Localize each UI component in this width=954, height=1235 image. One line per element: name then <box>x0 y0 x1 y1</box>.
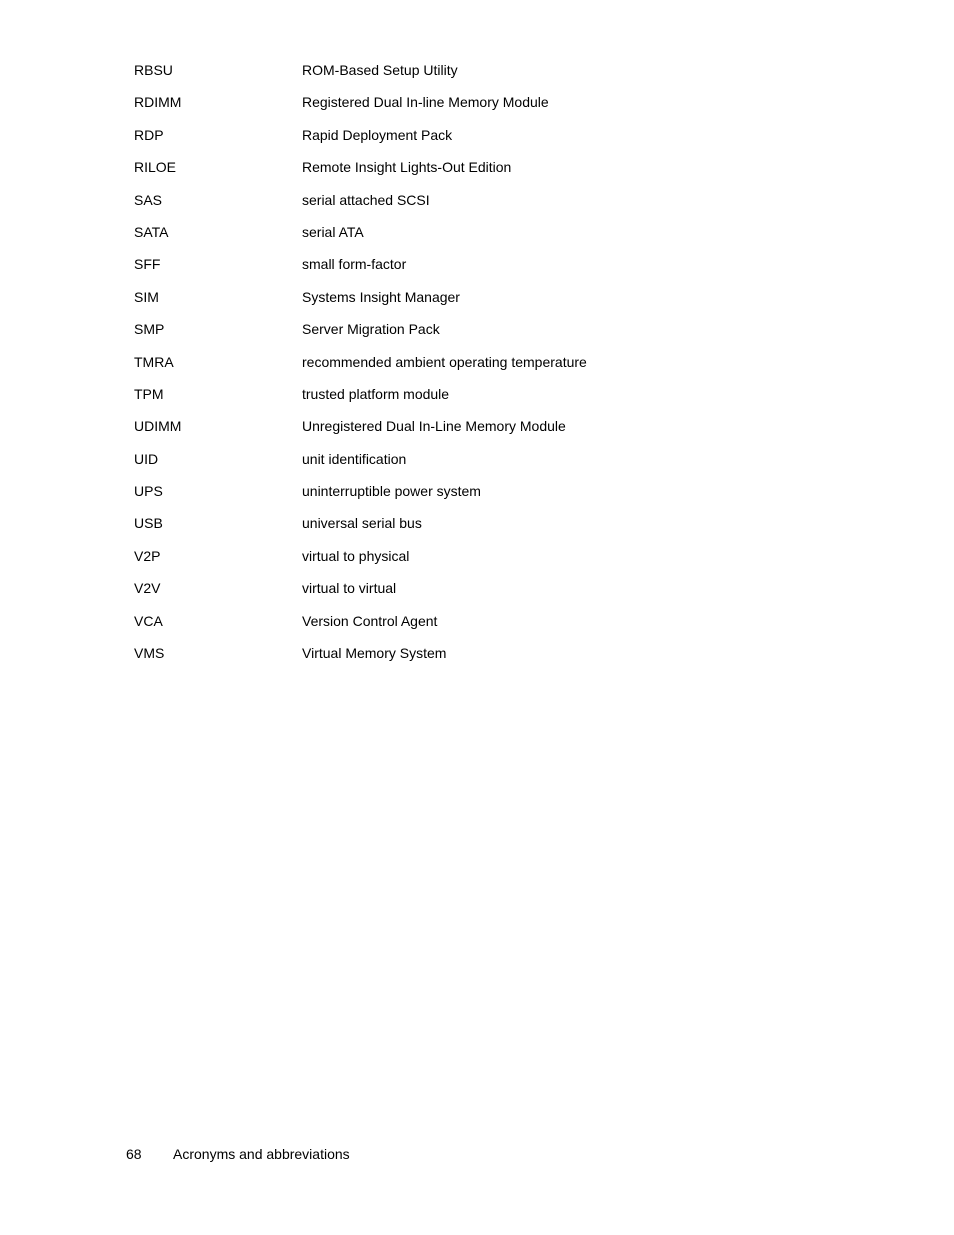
acronym-definition: Rapid Deployment Pack <box>302 126 453 143</box>
acronym-definition: recommended ambient operating temperature <box>302 353 587 370</box>
acronym-term: UID <box>134 450 159 467</box>
acronym-definition: virtual to physical <box>302 547 410 564</box>
acronym-entry <box>134 287 834 319</box>
acronym-definition: Registered Dual In-line Memory Module <box>302 94 549 111</box>
acronym-definition: small form-factor <box>302 256 407 273</box>
acronym-entry <box>134 513 834 545</box>
acronym-entry <box>134 546 834 578</box>
acronym-term: SFF <box>134 256 161 273</box>
page-footer <box>126 1144 350 1164</box>
acronym-term: VMS <box>134 645 165 662</box>
acronym-definition: unit identification <box>302 450 407 467</box>
acronym-entry <box>134 157 834 189</box>
acronym-entry <box>134 481 834 513</box>
acronym-term: RDP <box>134 126 164 143</box>
acronym-definition: Systems Insight Manager <box>302 288 460 305</box>
acronym-term: RDIMM <box>134 94 182 111</box>
acronym-term: V2V <box>134 580 161 597</box>
acronym-entry <box>134 319 834 351</box>
acronym-term: SIM <box>134 288 159 305</box>
acronym-definition: Server Migration Pack <box>302 321 440 338</box>
acronym-definition: uninterruptible power system <box>302 483 481 500</box>
acronym-definition: Virtual Memory System <box>302 645 447 662</box>
acronym-entry <box>134 449 834 481</box>
acronym-definition: trusted platform module <box>302 385 450 402</box>
acronym-definition: serial ATA <box>302 223 364 240</box>
acronym-entry <box>134 384 834 416</box>
acronym-term: UPS <box>134 483 163 500</box>
acronym-term: TPM <box>134 385 164 402</box>
acronym-entry <box>134 125 834 157</box>
acronym-term: VCA <box>134 612 163 629</box>
acronym-definition: Version Control Agent <box>302 612 438 629</box>
acronym-entry <box>134 611 834 643</box>
acronym-entry <box>134 222 834 254</box>
acronym-term: SAS <box>134 191 163 208</box>
acronym-definition: Remote Insight Lights-Out Edition <box>302 159 512 176</box>
acronym-entry <box>134 352 834 384</box>
acronym-term: V2P <box>134 547 161 564</box>
acronym-entry <box>134 643 834 675</box>
acronym-definition: universal serial bus <box>302 515 422 532</box>
acronym-term: RILOE <box>134 159 177 176</box>
page-number: 68 <box>126 1146 142 1162</box>
acronym-term: SMP <box>134 321 165 338</box>
acronym-term: RBSU <box>134 62 173 78</box>
acronym-entry <box>134 578 834 610</box>
acronym-entry <box>134 190 834 222</box>
acronym-entry <box>134 92 834 124</box>
section-title: Acronyms and abbreviations <box>173 1146 350 1162</box>
acronym-entry <box>134 416 834 448</box>
acronym-definition: ROM-Based Setup Utility <box>302 62 458 78</box>
acronym-entry <box>134 254 834 286</box>
acronym-term: UDIMM <box>134 418 182 435</box>
acronym-definition: serial attached SCSI <box>302 191 430 208</box>
acronym-list <box>134 60 834 675</box>
acronym-term: USB <box>134 515 163 532</box>
acronym-term: SATA <box>134 223 169 240</box>
acronym-definition: Unregistered Dual In-Line Memory Module <box>302 418 566 435</box>
acronym-definition: virtual to virtual <box>302 580 397 597</box>
acronym-entry <box>134 60 834 92</box>
acronym-term: TMRA <box>134 353 174 370</box>
